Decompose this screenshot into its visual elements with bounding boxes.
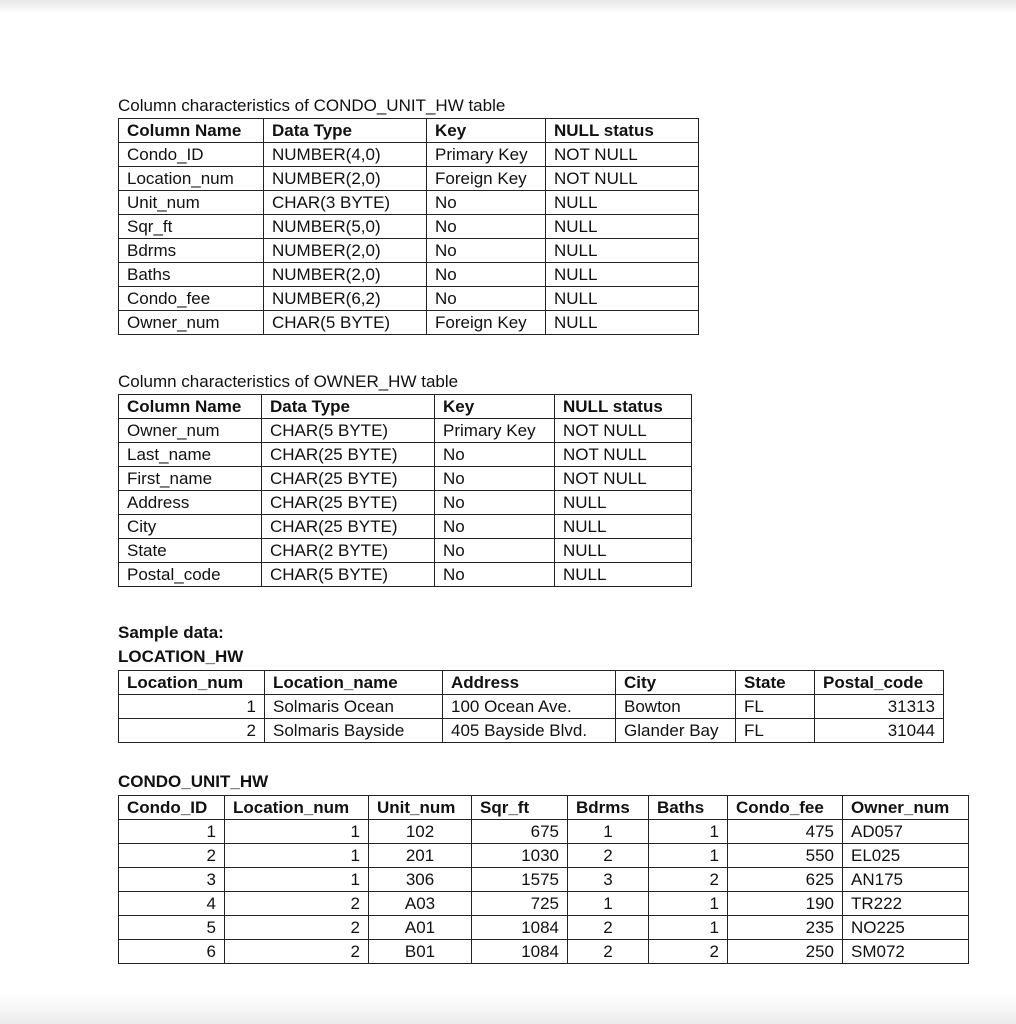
table-cell: 1084 — [472, 916, 568, 940]
table-cell: Foreign Key — [427, 311, 546, 335]
table-cell: NUMBER(2,0) — [264, 263, 427, 287]
table-header-row — [119, 671, 944, 695]
table-cell: 2 — [649, 868, 728, 892]
table-row — [119, 191, 699, 215]
table-cell: 2 — [568, 940, 649, 964]
table-cell: 6 — [119, 940, 225, 964]
table-cell: Primary Key — [435, 419, 555, 443]
table-cell: Solmaris Bayside — [265, 719, 443, 743]
table-cell: 405 Bayside Blvd. — [443, 719, 616, 743]
table-cell: NULL — [546, 287, 699, 311]
table-cell: 2 — [568, 844, 649, 868]
table-cell: Owner_num — [119, 311, 264, 335]
table-cell: 1084 — [472, 940, 568, 964]
table-cell: NULL — [555, 491, 692, 515]
table-cell: Sqr_ft — [119, 215, 264, 239]
table-cell: NULL — [546, 239, 699, 263]
table-cell: No — [427, 287, 546, 311]
table-cell: CHAR(5 BYTE) — [262, 563, 435, 587]
table-cell: CHAR(25 BYTE) — [262, 491, 435, 515]
table-cell: CHAR(5 BYTE) — [264, 311, 427, 335]
table-cell: City — [119, 515, 262, 539]
table-cell: No — [427, 191, 546, 215]
table-cell: NOT NULL — [555, 443, 692, 467]
table-row — [119, 167, 699, 191]
table-cell: 31313 — [815, 695, 944, 719]
table-cell: A01 — [369, 916, 472, 940]
column-header: Key — [427, 119, 546, 143]
condo-unit-columns-caption: Column characteristics of CONDO_UNIT_HW table — [118, 96, 506, 115]
column-header: Column Name — [119, 395, 262, 419]
column-header: Address — [443, 671, 616, 695]
location-sample-caption: LOCATION_HW — [118, 647, 244, 666]
table-cell: 1575 — [472, 868, 568, 892]
page-bottom-shadow — [0, 994, 1016, 1024]
table-cell: Last_name — [119, 443, 262, 467]
table-row — [119, 916, 969, 940]
table-cell: Condo_fee — [119, 287, 264, 311]
table-cell: NULL — [546, 311, 699, 335]
table-row — [119, 263, 699, 287]
table-cell: Postal_code — [119, 563, 262, 587]
table-cell: 201 — [369, 844, 472, 868]
table-cell: A03 — [369, 892, 472, 916]
owner-columns-caption: Column characteristics of OWNER_HW table — [118, 372, 459, 391]
table-cell: 5 — [119, 916, 225, 940]
table-cell: 475 — [728, 820, 843, 844]
table-cell: 1 — [225, 868, 369, 892]
table-cell: 1 — [649, 892, 728, 916]
column-header: City — [616, 671, 736, 695]
condo-sample-table — [118, 795, 969, 964]
table-row — [119, 239, 699, 263]
owner-columns-table — [118, 394, 692, 587]
table-cell: AD057 — [843, 820, 969, 844]
table-row — [119, 287, 699, 311]
table-cell: SM072 — [843, 940, 969, 964]
page-top-shadow — [0, 0, 1016, 14]
table-row — [119, 844, 969, 868]
table-row — [119, 820, 969, 844]
table-cell: CHAR(5 BYTE) — [262, 419, 435, 443]
table-cell: NULL — [555, 563, 692, 587]
table-cell: 2 — [568, 916, 649, 940]
table-cell: CHAR(25 BYTE) — [262, 443, 435, 467]
table-cell: NUMBER(2,0) — [264, 167, 427, 191]
table-cell: NUMBER(6,2) — [264, 287, 427, 311]
table-cell: 675 — [472, 820, 568, 844]
table-row — [119, 892, 969, 916]
table-cell: 2 — [225, 916, 369, 940]
table-cell: NULL — [546, 191, 699, 215]
table-row — [119, 563, 692, 587]
table-row — [119, 215, 699, 239]
sample-data-heading: Sample data: — [118, 623, 224, 642]
table-cell: No — [435, 491, 555, 515]
column-header: Owner_num — [843, 796, 969, 820]
table-cell: Owner_num — [119, 419, 262, 443]
table-header-row — [119, 796, 969, 820]
table-row — [119, 539, 692, 563]
table-cell: No — [435, 563, 555, 587]
table-cell: NUMBER(4,0) — [264, 143, 427, 167]
table-cell: FL — [736, 719, 815, 743]
table-cell: Address — [119, 491, 262, 515]
table-row — [119, 419, 692, 443]
table-cell: NULL — [546, 263, 699, 287]
table-header-row — [119, 119, 699, 143]
table-cell: 2 — [649, 940, 728, 964]
table-cell: NOT NULL — [546, 143, 699, 167]
table-row — [119, 311, 699, 335]
column-header: Postal_code — [815, 671, 944, 695]
column-header: Column Name — [119, 119, 264, 143]
table-cell: Bdrms — [119, 239, 264, 263]
table-cell: No — [435, 515, 555, 539]
table-cell: NUMBER(2,0) — [264, 239, 427, 263]
table-cell: 1 — [568, 820, 649, 844]
table-cell: B01 — [369, 940, 472, 964]
table-cell: CHAR(3 BYTE) — [264, 191, 427, 215]
table-cell: 1 — [568, 892, 649, 916]
table-cell: 3 — [119, 868, 225, 892]
table-cell: 31044 — [815, 719, 944, 743]
column-header: Data Type — [264, 119, 427, 143]
table-row — [119, 695, 944, 719]
column-header: NULL status — [546, 119, 699, 143]
table-cell: 235 — [728, 916, 843, 940]
table-cell: Baths — [119, 263, 264, 287]
table-header-row — [119, 395, 692, 419]
table-cell: 550 — [728, 844, 843, 868]
table-cell: Condo_ID — [119, 143, 264, 167]
table-cell: 102 — [369, 820, 472, 844]
table-cell: 306 — [369, 868, 472, 892]
table-cell: NOT NULL — [555, 467, 692, 491]
table-cell: Location_num — [119, 167, 264, 191]
table-cell: 3 — [568, 868, 649, 892]
table-row — [119, 515, 692, 539]
column-header: Location_name — [265, 671, 443, 695]
table-cell: NOT NULL — [555, 419, 692, 443]
column-header: Bdrms — [568, 796, 649, 820]
table-cell: AN175 — [843, 868, 969, 892]
table-cell: Primary Key — [427, 143, 546, 167]
table-cell: 725 — [472, 892, 568, 916]
table-cell: NO225 — [843, 916, 969, 940]
table-cell: 625 — [728, 868, 843, 892]
table-row — [119, 940, 969, 964]
table-cell: CHAR(25 BYTE) — [262, 515, 435, 539]
column-header: Condo_fee — [728, 796, 843, 820]
table-cell: NUMBER(5,0) — [264, 215, 427, 239]
condo-unit-columns-table — [118, 118, 699, 335]
table-cell: State — [119, 539, 262, 563]
table-cell: 190 — [728, 892, 843, 916]
table-cell: 2 — [119, 844, 225, 868]
table-row — [119, 143, 699, 167]
table-cell: Solmaris Ocean — [265, 695, 443, 719]
table-cell: No — [435, 539, 555, 563]
table-cell: 1 — [649, 916, 728, 940]
column-header: Condo_ID — [119, 796, 225, 820]
table-cell: 250 — [728, 940, 843, 964]
table-cell: NULL — [555, 539, 692, 563]
table-cell: 2 — [225, 892, 369, 916]
table-cell: No — [427, 263, 546, 287]
table-cell: NULL — [555, 515, 692, 539]
table-cell: 100 Ocean Ave. — [443, 695, 616, 719]
column-header: Sqr_ft — [472, 796, 568, 820]
table-cell: EL025 — [843, 844, 969, 868]
table-row — [119, 868, 969, 892]
column-header: Key — [435, 395, 555, 419]
table-cell: 1 — [225, 844, 369, 868]
table-cell: CHAR(25 BYTE) — [262, 467, 435, 491]
table-cell: 2 — [225, 940, 369, 964]
table-cell: 1 — [119, 820, 225, 844]
table-cell: 1030 — [472, 844, 568, 868]
table-row — [119, 491, 692, 515]
table-cell: 1 — [119, 695, 265, 719]
column-header: Data Type — [262, 395, 435, 419]
table-cell: No — [435, 443, 555, 467]
table-cell: Unit_num — [119, 191, 264, 215]
table-cell: First_name — [119, 467, 262, 491]
location-sample-table — [118, 670, 944, 743]
column-header: Unit_num — [369, 796, 472, 820]
table-cell: FL — [736, 695, 815, 719]
table-cell: Glander Bay — [616, 719, 736, 743]
table-cell: TR222 — [843, 892, 969, 916]
table-cell: CHAR(2 BYTE) — [262, 539, 435, 563]
table-cell: Foreign Key — [427, 167, 546, 191]
table-cell: NOT NULL — [546, 167, 699, 191]
table-cell: NULL — [546, 215, 699, 239]
table-cell: 1 — [225, 820, 369, 844]
table-cell: Bowton — [616, 695, 736, 719]
condo-sample-caption: CONDO_UNIT_HW — [118, 772, 269, 791]
table-cell: 2 — [119, 719, 265, 743]
table-cell: 1 — [649, 820, 728, 844]
table-cell: 1 — [649, 844, 728, 868]
column-header: Baths — [649, 796, 728, 820]
column-header: State — [736, 671, 815, 695]
column-header: NULL status — [555, 395, 692, 419]
table-cell: No — [435, 467, 555, 491]
column-header: Location_num — [119, 671, 265, 695]
table-row — [119, 719, 944, 743]
table-row — [119, 443, 692, 467]
column-header: Location_num — [225, 796, 369, 820]
table-cell: No — [427, 215, 546, 239]
table-cell: 4 — [119, 892, 225, 916]
table-cell: No — [427, 239, 546, 263]
table-row — [119, 467, 692, 491]
